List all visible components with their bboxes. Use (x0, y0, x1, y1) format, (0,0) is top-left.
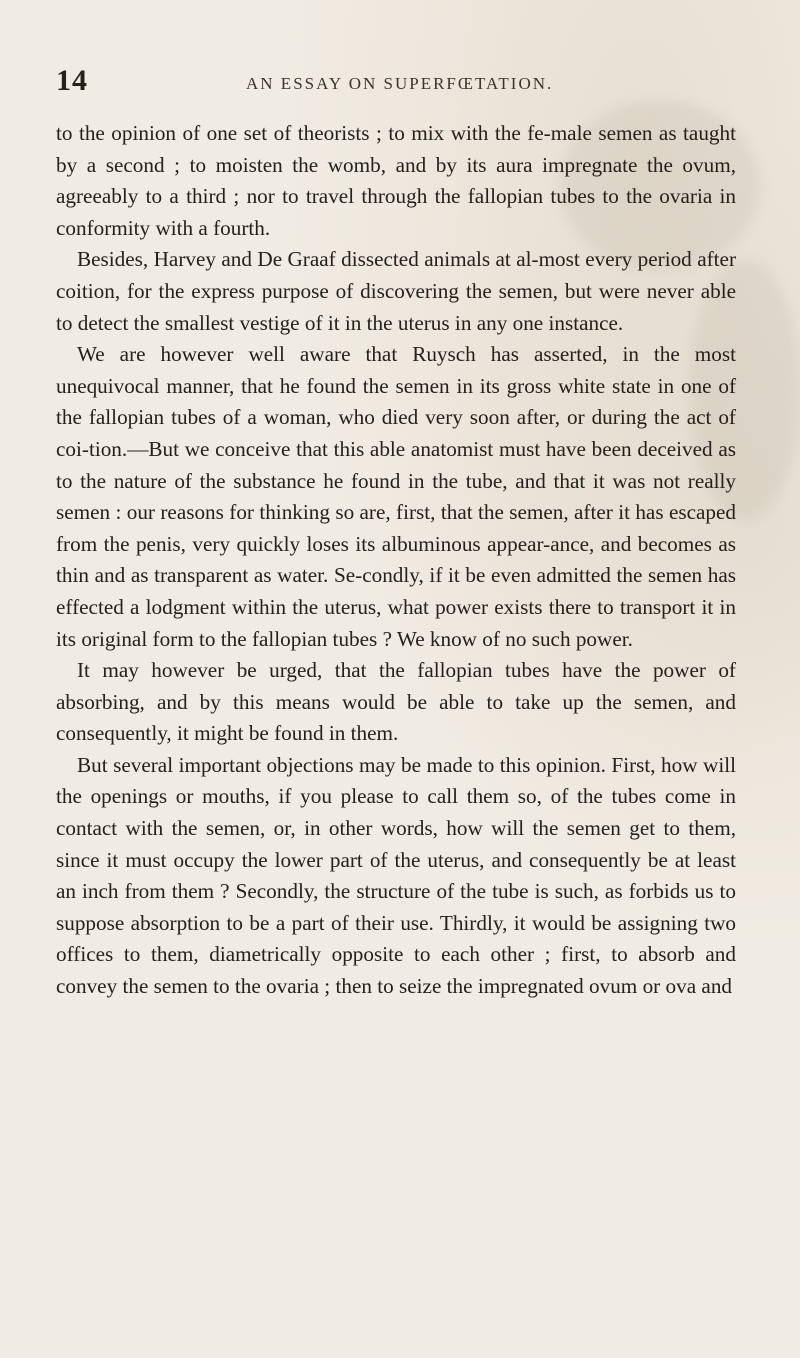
body-text (56, 118, 736, 1003)
running-title: AN ESSAY ON SUPERFŒTATION. (246, 74, 554, 93)
paragraph: Besides, Harvey and De Graaf dissected animals at al-most every period after coition, for the express purpose of discovering the semen, but were never able to detect the smallest vestige of it in the uterus in any one instance. (56, 247, 736, 335)
paragraph: to the opinion of one set of theorists ; to mix with the fe-male semen as taught by a second ; to moisten the womb, and by its aura impregnate the ovum, agreeably to a third ; nor to travel through the fallopian tubes to the ovaria in conformity with a fourth. (56, 121, 736, 240)
paragraph: We are however well aware that Ruysch has asserted, in the most unequivocal manner, that he found the semen in its gross white state in one of the fallopian tubes of a woman, who died very soon after, or during the act of coi-tion.—But we conceive that this able anatomist must have been deceived as to the nature of the substance he found in the tube, and that it was not really semen : our reasons for thinking so are, first, that the semen, after it has escaped from the penis, very quickly loses its albuminous appear-ance, and becomes as thin and as transparent as water. Se-condly, if it be even admitted the semen has effected a lodgment within the uterus, what power exists there to transport it in its original form to the fallopian tubes ? We know of no such power. (56, 342, 736, 651)
page-number: 14 (56, 64, 88, 97)
paragraph: But several important objections may be made to this opinion. First, how will the openings or mouths, if you please to call them so, of the tubes come in contact with the semen, or, in other words, how will the semen get to them, since it must occupy the lower part of the uterus, and consequently be at least an inch from them ? Secondly, the structure of the tube is such, as forbids us to suppose absorption to be a part of their use. Thirdly, it would be assigning two offices to them, diametrically opposite to each other ; first, to absorb and convey the semen to the ovaria ; then to seize the impregnated ovum or ova and (56, 752, 736, 999)
running-head (56, 64, 746, 104)
paragraph: It may however be urged, that the fallopian tubes have the power of absorbing, and by this means would be able to take up the semen, and consequently, it might be found in them. (56, 658, 736, 746)
